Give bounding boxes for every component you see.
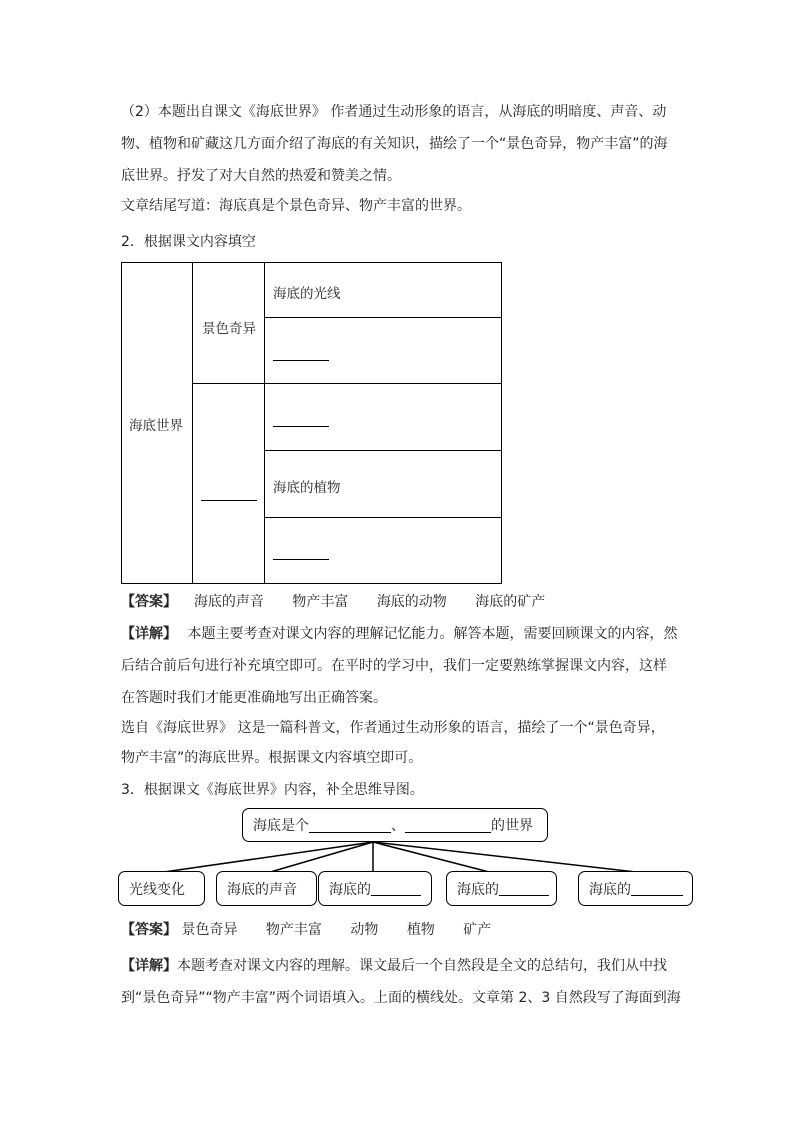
root-prefix: 海底是个 bbox=[253, 818, 309, 834]
answer-label: 【答案】 bbox=[121, 594, 177, 610]
table-root-label: 海底世界 bbox=[129, 418, 183, 434]
table-item-cell bbox=[264, 262, 502, 318]
root-separator: 、 bbox=[391, 818, 405, 834]
detail-label: 【详解】 bbox=[121, 626, 177, 642]
fill-blank bbox=[371, 881, 421, 896]
mind-map-node-2 bbox=[216, 871, 317, 906]
answer-item: 海底的动物 bbox=[376, 594, 447, 610]
detail-line: 后结合前后句进行补充填空即可。在平时的学习中，我们一定要熟练掌握课文内容，这样 bbox=[121, 658, 667, 674]
mind-map-root bbox=[242, 808, 548, 842]
answer-item: 物产丰富 bbox=[292, 594, 349, 610]
detail-label: 【详解】 bbox=[121, 958, 177, 974]
detail-text: 本题主要考查对课文内容的理解记忆能力。解答本题，需要回顾课文的内容，然 bbox=[187, 626, 678, 642]
mind-map-node-4 bbox=[446, 871, 557, 906]
table-item-light: 海底的光线 bbox=[273, 286, 341, 302]
table-item-cell-blank bbox=[264, 317, 502, 384]
root-suffix: 的世界 bbox=[491, 818, 533, 834]
detail-line: 选自《海底世界》 这是一篇科普文，作者通过生动形象的语言，描绘了一个“景色奇异， bbox=[121, 720, 665, 736]
question-2-title: 2．根据课文内容填空 bbox=[121, 234, 256, 250]
answer-item: 动物 bbox=[350, 922, 379, 938]
mind-map bbox=[115, 808, 700, 908]
table-group-cell-blank bbox=[192, 383, 265, 584]
detail-text: 本题考查对课文内容的理解。课文最后一个自然段是全文的总结句，我们从中找 bbox=[177, 958, 667, 974]
detail-line: 在答题时我们才能更准确地写出正确答案。 bbox=[121, 690, 387, 706]
fill-blank bbox=[405, 818, 491, 833]
paragraph-line: 物、植物和矿藏这几方面介绍了海底的有关知识，描绘了一个“景色奇异，物产丰富”的海 bbox=[121, 136, 668, 152]
node-label: 海底的 bbox=[329, 881, 371, 898]
detail-line: 物产丰富”的海底世界。根据课文内容填空即可。 bbox=[121, 750, 423, 766]
table-group-cell bbox=[192, 262, 265, 384]
table-item-cell bbox=[264, 450, 502, 518]
mind-map-node-3 bbox=[318, 871, 432, 906]
answer-line bbox=[121, 592, 545, 612]
table-item-cell-blank bbox=[264, 517, 502, 584]
table-group-label: 景色奇异 bbox=[202, 321, 256, 337]
fill-blank bbox=[631, 881, 683, 896]
fill-blank bbox=[273, 346, 329, 361]
answer-label: 【答案】 bbox=[121, 922, 177, 938]
fill-blank bbox=[309, 818, 391, 833]
answer-item: 物产丰富 bbox=[265, 922, 322, 938]
question-3-title: 3．根据课文《海底世界》内容，补全思维导图。 bbox=[121, 782, 424, 798]
answer-item: 景色奇异 bbox=[181, 922, 238, 938]
table-item-cell-blank bbox=[264, 383, 502, 451]
answer-item: 植物 bbox=[406, 922, 435, 938]
fill-blank bbox=[273, 545, 329, 560]
detail-line bbox=[121, 956, 667, 976]
fill-blank bbox=[273, 412, 329, 427]
fill-blank bbox=[499, 881, 549, 896]
node-label: 海底的 bbox=[589, 881, 631, 898]
paragraph-line: 文章结尾写道：海底真是个景色奇异、物产丰富的世界。 bbox=[121, 198, 471, 214]
paragraph-line: 底世界。抒发了对大自然的热爱和赞美之情。 bbox=[121, 168, 401, 184]
fill-table bbox=[121, 262, 502, 584]
mind-map-node-5 bbox=[578, 871, 693, 906]
fill-blank bbox=[201, 486, 257, 501]
answer-item: 海底的声音 bbox=[193, 594, 264, 610]
node-label: 海底的声音 bbox=[227, 881, 297, 898]
table-item-plants: 海底的植物 bbox=[273, 480, 341, 496]
mind-map-node-1 bbox=[118, 871, 205, 906]
detail-line bbox=[121, 624, 677, 644]
table-root-cell bbox=[121, 262, 193, 584]
answer-item: 海底的矿产 bbox=[475, 594, 546, 610]
node-label: 光线变化 bbox=[129, 881, 185, 898]
answer-item: 矿产 bbox=[463, 922, 492, 938]
answer-line bbox=[121, 920, 491, 940]
detail-line: 到“景色奇异”“物产丰富”两个词语填入。上面的横线处。文章第 2、3 自然段写了海面到海 bbox=[121, 990, 681, 1006]
node-label: 海底的 bbox=[457, 881, 499, 898]
paragraph-line: （2）本题出自课文《海底世界》 作者通过生动形象的语言，从海底的明暗度、声音、动 bbox=[121, 104, 667, 120]
